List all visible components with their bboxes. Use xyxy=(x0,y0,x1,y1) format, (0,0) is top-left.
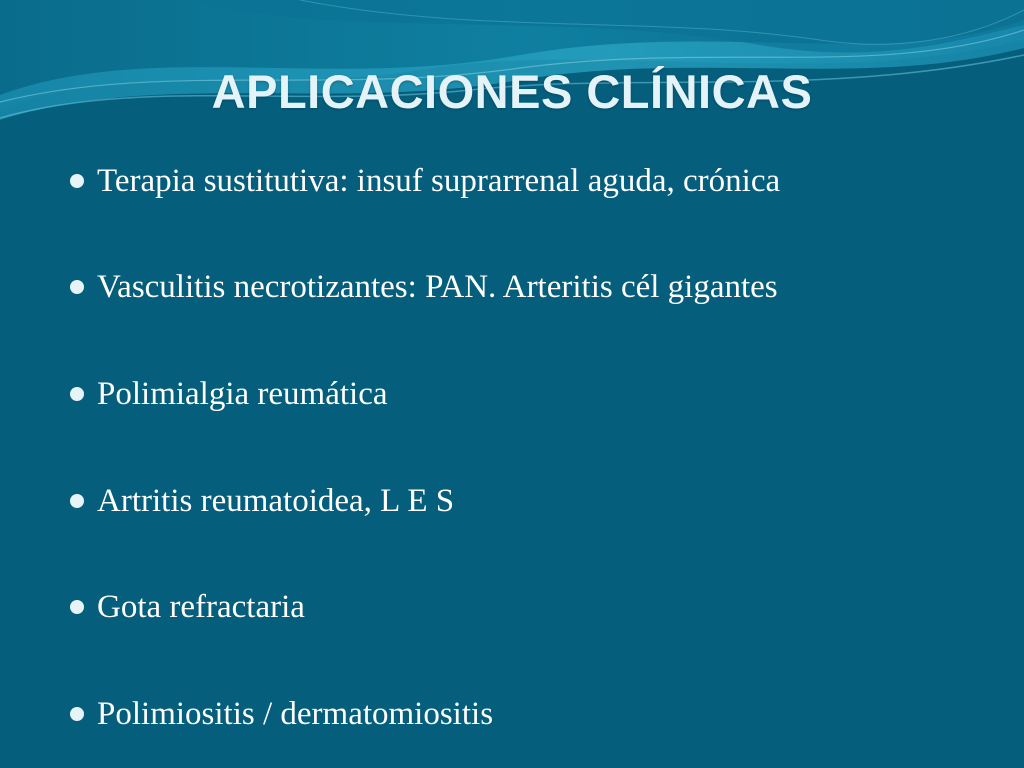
bullet-dot-icon xyxy=(70,494,84,508)
bullet-dot-icon xyxy=(70,174,84,188)
bullet-item xyxy=(70,577,305,637)
bullet-dot-icon xyxy=(70,280,84,294)
bullet-item xyxy=(70,151,780,211)
bullet-text: Terapia sustitutiva: insuf suprarrenal aguda, crónica xyxy=(97,163,781,199)
bullet-text: Polimiositis / dermatomiositis xyxy=(97,696,494,732)
bullet-text: Gota refractaria xyxy=(97,589,305,625)
bullet-item xyxy=(70,684,493,744)
bullet-dot-icon xyxy=(70,600,84,614)
bullet-item xyxy=(70,257,778,317)
bullet-dot-icon xyxy=(70,387,84,401)
bullet-text: Polimialgia reumática xyxy=(97,376,388,412)
bullet-item xyxy=(70,471,454,531)
slide-title: APLICACIONES CLÍNICAS xyxy=(211,65,813,118)
bullet-text: Artritis reumatoidea, L E S xyxy=(97,483,455,519)
bullet-text: Vasculitis necrotizantes: PAN. Arteritis cél gigantes xyxy=(97,269,778,305)
bullet-dot-icon xyxy=(70,707,84,721)
bullet-item xyxy=(70,364,388,424)
